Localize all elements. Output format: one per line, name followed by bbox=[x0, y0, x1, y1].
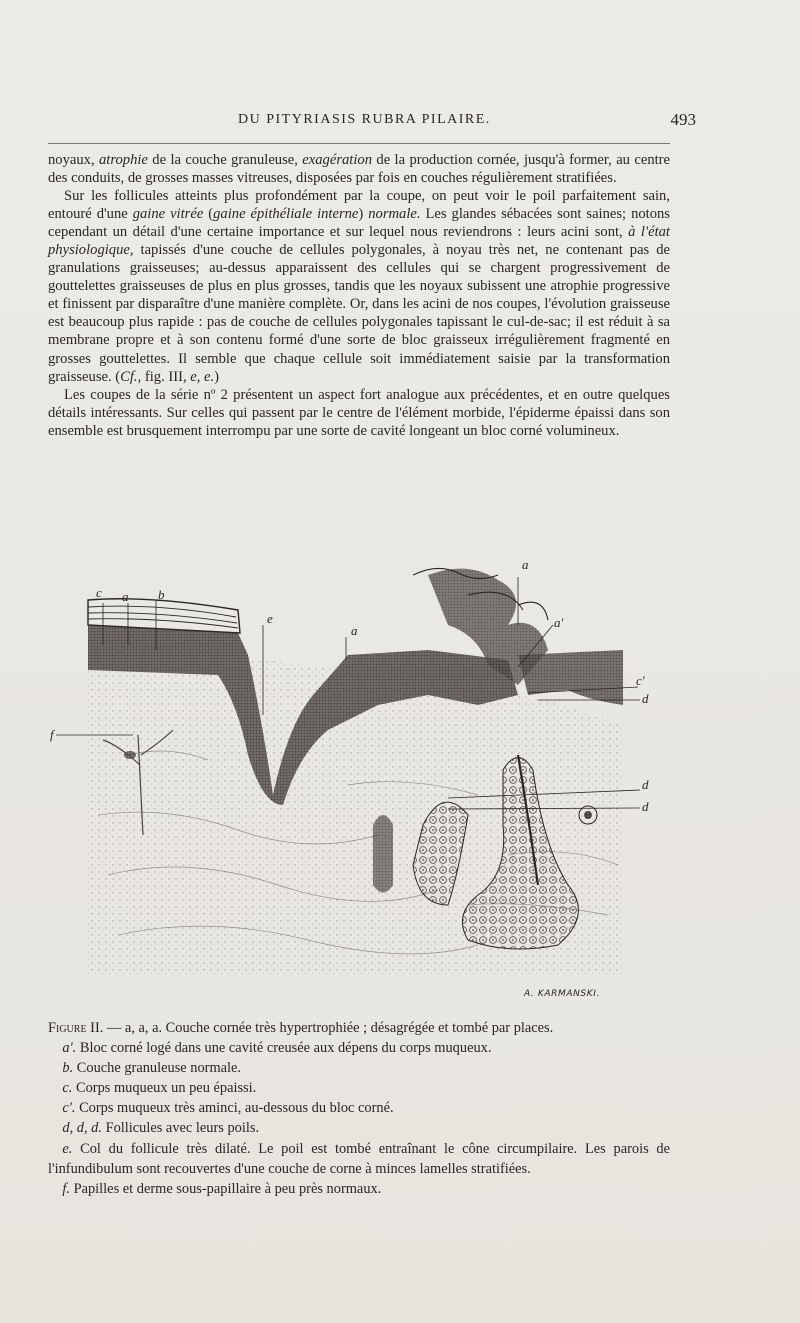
label-e: e bbox=[267, 611, 273, 626]
label-b: b bbox=[158, 587, 165, 602]
label-d-3: d bbox=[642, 799, 649, 814]
caption-item bbox=[48, 1179, 670, 1199]
text-run: , fig. III, bbox=[137, 368, 191, 385]
label-a-prime: a' bbox=[554, 615, 564, 630]
caption-text: Bloc corné logé dans une cavité creusée aux dépens du corps muqueux. bbox=[76, 1040, 492, 1057]
caption-intro-text: — a, a, a. Couche cornée très hypertrophiée ; désagrégée et tombé par places. bbox=[103, 1020, 554, 1036]
label-d-2: d bbox=[642, 777, 649, 792]
figure-caption bbox=[48, 1018, 670, 1199]
text-run: noyaux, bbox=[48, 152, 99, 168]
running-title: DU PITYRIASIS RUBRA PILAIRE. bbox=[238, 112, 491, 127]
caption-item bbox=[48, 1139, 670, 1179]
text-run: de la couche granuleuse, bbox=[147, 152, 303, 168]
caption-text: Corps muqueux un peu épaissi. bbox=[72, 1080, 257, 1097]
italic-run: Cf. bbox=[120, 368, 138, 385]
text-run: de la production cornée, jusqu'à former, au centre des conduits, de grosses masses vitreuses, disposées par fois en couches régulièrement stratifiées. bbox=[48, 152, 671, 187]
label-a-2: a bbox=[351, 623, 358, 638]
caption-key: d, d, d. bbox=[62, 1120, 102, 1137]
caption-item bbox=[48, 1078, 670, 1098]
header-rule bbox=[48, 143, 670, 144]
running-head bbox=[48, 110, 696, 136]
text-run: ) bbox=[358, 206, 369, 223]
italic-run: à l'état physiologique, bbox=[48, 224, 670, 259]
caption-text: Couche granuleuse normale. bbox=[73, 1060, 242, 1077]
histology-figure bbox=[48, 555, 680, 1000]
italic-run: exagération bbox=[302, 152, 373, 168]
figure-label: Figure II. bbox=[48, 1020, 104, 1036]
caption-intro bbox=[48, 1018, 670, 1038]
text-run: ( bbox=[203, 206, 214, 223]
italic-run: normale. bbox=[368, 206, 421, 223]
caption-key: a'. bbox=[62, 1040, 77, 1057]
body-text bbox=[48, 151, 670, 440]
caption-key: c. bbox=[62, 1080, 73, 1097]
caption-text: Corps muqueux très aminci, au-dessous du bloc corné. bbox=[75, 1100, 394, 1117]
italic-run: atrophie bbox=[99, 152, 148, 168]
caption-key: e. bbox=[62, 1140, 73, 1157]
label-a: a bbox=[122, 589, 129, 604]
caption-key: b. bbox=[62, 1060, 74, 1077]
caption-item bbox=[48, 1118, 670, 1138]
italic-run: gaine épithéliale interne bbox=[213, 206, 359, 223]
caption-text: Follicules avec leurs poils. bbox=[101, 1120, 260, 1137]
label-a-top: a bbox=[522, 557, 529, 572]
caption-item bbox=[48, 1038, 670, 1058]
label-f: f bbox=[50, 727, 54, 742]
italic-run: gaine vitrée bbox=[132, 206, 204, 223]
follicle-3 bbox=[373, 815, 393, 893]
text-run: ) bbox=[214, 368, 220, 385]
label-c: c bbox=[96, 585, 102, 600]
caption-item bbox=[48, 1098, 670, 1118]
caption-key: c'. bbox=[62, 1100, 76, 1117]
caption-item bbox=[48, 1058, 670, 1078]
caption-text: Col du follicule très dilaté. Le poil est tombé entraînant le cône circumpilaire. Les parois de l'infundibulum sont recouvertes d'une couche de corne à minces lamelles stratifiées. bbox=[48, 1140, 670, 1177]
skin-section-illustration bbox=[48, 555, 680, 1000]
paragraph-2 bbox=[48, 187, 670, 386]
text-run: Les glandes sébacées sont saines; notons cependant un détail d'une certaine importance et sur lequel nous reviendrons : leurs acini sont, bbox=[48, 206, 670, 241]
label-c-prime: c' bbox=[636, 673, 645, 688]
paragraph-1 bbox=[48, 151, 670, 187]
caption-key: f. bbox=[62, 1180, 70, 1197]
label-d-1: d bbox=[642, 691, 649, 706]
epidermis-right bbox=[518, 650, 623, 705]
caption-text: Papilles et derme sous-papillaire à peu près normaux. bbox=[70, 1180, 382, 1197]
page-number: 493 bbox=[670, 110, 696, 129]
italic-run: e, e. bbox=[190, 368, 215, 385]
artist-signature: A. KARMANSKI. bbox=[524, 989, 600, 999]
text-run: tapissés d'une couche de cellules polygonales, à noyau très net, ne contenant pas de granulations graisseuses; au-dessus apparaissent des cellules qui se chargent progressivement de gouttelettes graisseuses de plus en plus grosses, tandis que les noyaux subissent une atrophie progressive et finissent par disparaître d'une manière complète. Or, dans les acini de nos coupes, l'évolution graisseuse est beaucoup plus rapide : pas de couche de cellules polygonales tapissant le cul-de-sac; il est réduit à sa membrane propre et à son contenu formé d'une sorte de bloc graisseux irrégulièrement fragmenté en grosses gouttelettes. Il semble que chaque cellule soit immédiatement saisie par la transformation graisseuse. ( bbox=[48, 242, 670, 385]
text-run: Sur les follicules atteints plus profondément par la coupe, on peut voir le poil parfaitement sain, entouré d'une bbox=[48, 188, 670, 223]
paragraph-3: Les coupes de la série nº 2 présentent un aspect fort analogue aux précédentes, et en outre quelques détails intéressants. Sur celles qui passent par le centre de l'élément morbide, l'épiderme épaissi dans son ensemble est brusquement interrompu par une sorte de cavité longeant un bloc corné volumineux. bbox=[48, 386, 670, 439]
